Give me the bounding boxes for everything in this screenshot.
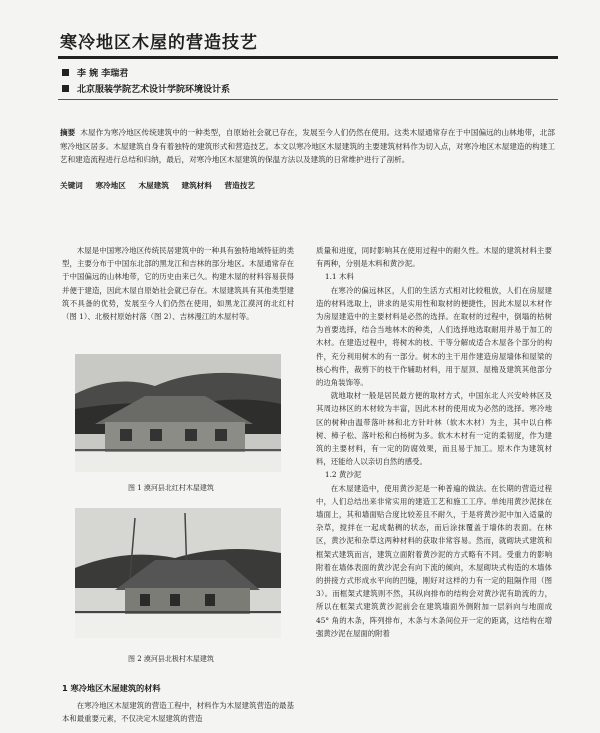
figure-2-photo	[75, 508, 281, 638]
abstract	[60, 126, 555, 167]
keyword: 寒冷地区	[95, 181, 126, 190]
title-rule	[58, 56, 558, 59]
continued-paragraph: 质量和进度，同时影响其在使用过程中的耐久性。木屋的建筑材料主要有两种，分别是木料和黄沙泥。	[316, 246, 552, 269]
page-title: 寒冷地区木屋的营造技艺	[60, 33, 258, 53]
authors: 李 婉 李瑞君	[77, 69, 129, 79]
intro-paragraph: 木屋是中国寒冷地区传统民居建筑中的一种具有独特地域特征的类型，主要分布于中国东北部的黑龙江和吉林的部分地区。木屋通常存在于中国偏远的山林地带，它的历史由来已久。构建木屋的材料容易获得并便于建造，因此木屋自原始社会就已存在。木屋建筑具有其他类型建筑不具备的优势，发展至今人们仍然在使用，如黑龙江漠河的北红村（图 1）、北极村原始村落（图 2）、吉林漫江的木屋村等。	[62, 246, 294, 322]
house-photo-illustration	[75, 354, 281, 472]
section-1-heading: 1 寒冷地区木屋建筑的材料	[62, 683, 161, 693]
section-1-paragraph: 在寒冷地区木屋建筑的营造工程中，材料作为木屋建筑营造的最基本和最重要元素，不仅决定木屋建筑的营造	[62, 701, 294, 724]
keywords	[60, 180, 265, 191]
keywords-label: 关键词	[60, 181, 83, 190]
subsection-1-1-heading: 1.1 木料	[324, 272, 354, 282]
bullet-square-icon	[62, 69, 69, 76]
house-photo-illustration	[75, 508, 281, 638]
affiliation-line	[62, 82, 230, 95]
paragraph: 在木屋建造中，使用黄沙泥是一种普遍的做法。在长期的营造过程中，人们总结出来非常实用的建造工艺和施工工序。单纯用黄沙泥抹在墙面上，其和墙面贴合度比较差且不耐久，于是将黄沙泥中加入适量的杂草，搅拌在一起成黏稠的状态，而后涂抹覆盖于墙体的表面。在林区，黄沙泥和杂草这两种材料的获取非常容易。然而，就砌块式建筑和框架式建筑而言，建筑立面附着黄沙泥的方式略有不同。受重力的影响附着在墙体表面的黄沙泥会有向下流的倾向，木屋砌块式构造的木墙体的拼接方式形成水平向的凹缝，刚好对这样的力有一定的阻隔作用（图 3）。而框架式建筑则不然，其纵向排布的结构会对黄沙泥有助流的力，所以在框架式建筑黄沙泥前会在建筑墙面外侧附加一层斜向与地面成 45° 角的木条，阵列排布，木条与木条间位开一定的距离，这结构在增强黄沙泥在屋面的附着	[316, 483, 552, 638]
paragraph: 就地取材一般是居民最方便的取材方式，中国东北人兴安岭林区及其周边林区的木材较为丰富，因此木材的使用成为必然的选择。寒冷地区的树种由温带落叶林和北方针叶林（软木木材）为主，其中以白桦树、樟子松、落叶松和白杨树为多。软木木材有一定的柔韧度，作为建筑的主要材料，有一定的防腐效果，而且易于加工。原木作为建筑材料，还能给人以亲切自然的感受。	[316, 391, 552, 467]
left-column-section1	[62, 699, 294, 725]
figure-2-caption: 图 2 漠河县北极村木屋建筑	[128, 655, 214, 663]
abstract-text: 木屋作为寒冷地区传统建筑中的一种类型，自原始社会就已存在，发展至今人们仍然在使用。这类木屋通常存在于中国偏远的山林地带，北部寒冷地区居多。木屋建筑自身有着独特的建筑形式和营造技艺。本文以寒冷地区木屋建筑的主要建筑材料作为切入点，对寒冷地区木屋建造的构建工艺和建造流程进行总结和归纳，最后，对寒冷地区木屋建筑的保温方法以及建筑的日常维护进行了剖析。	[60, 128, 556, 164]
keyword: 建筑材料	[181, 181, 212, 190]
paragraph: 在寒冷的偏远林区，人们的生活方式相对比较粗放，人们在房屋建造的材料选取上，讲求的是实用性和取材的便捷性，因此木屋以木材作为房屋建造中的主要材料是必然的选择。在取材的过程中，倒塌的枯树为首要选择，结合当地林木的种类，人们选择地选取耐用并易于加工的木材。在建造过程中，将树木的枝、干等分解成适合木屋各个部分的构件，充分利用树木的有一部分。树木的主干用作建造房屋墙体和屋梁的核心构件，裁剪下的枝干作辅助材料，用于屋顶、屋檐及建筑其他部分的边角装饰等。	[316, 285, 552, 388]
abstract-label: 摘要	[60, 128, 76, 137]
authors-line	[62, 66, 128, 79]
right-column	[316, 244, 552, 640]
subsection-1-2-heading: 1.2 黄沙泥	[324, 470, 362, 480]
keyword: 营造技艺	[224, 181, 255, 190]
figure-1-photo	[75, 354, 281, 472]
keyword: 木屋建筑	[138, 181, 169, 190]
affiliation: 北京服装学院艺术设计学院环境设计系	[77, 85, 231, 95]
left-column-intro	[62, 244, 294, 323]
header-rule	[58, 99, 558, 100]
figure-1-caption: 图 1 漠河县北红村木屋建筑	[128, 484, 214, 492]
bullet-square-icon	[62, 85, 69, 92]
